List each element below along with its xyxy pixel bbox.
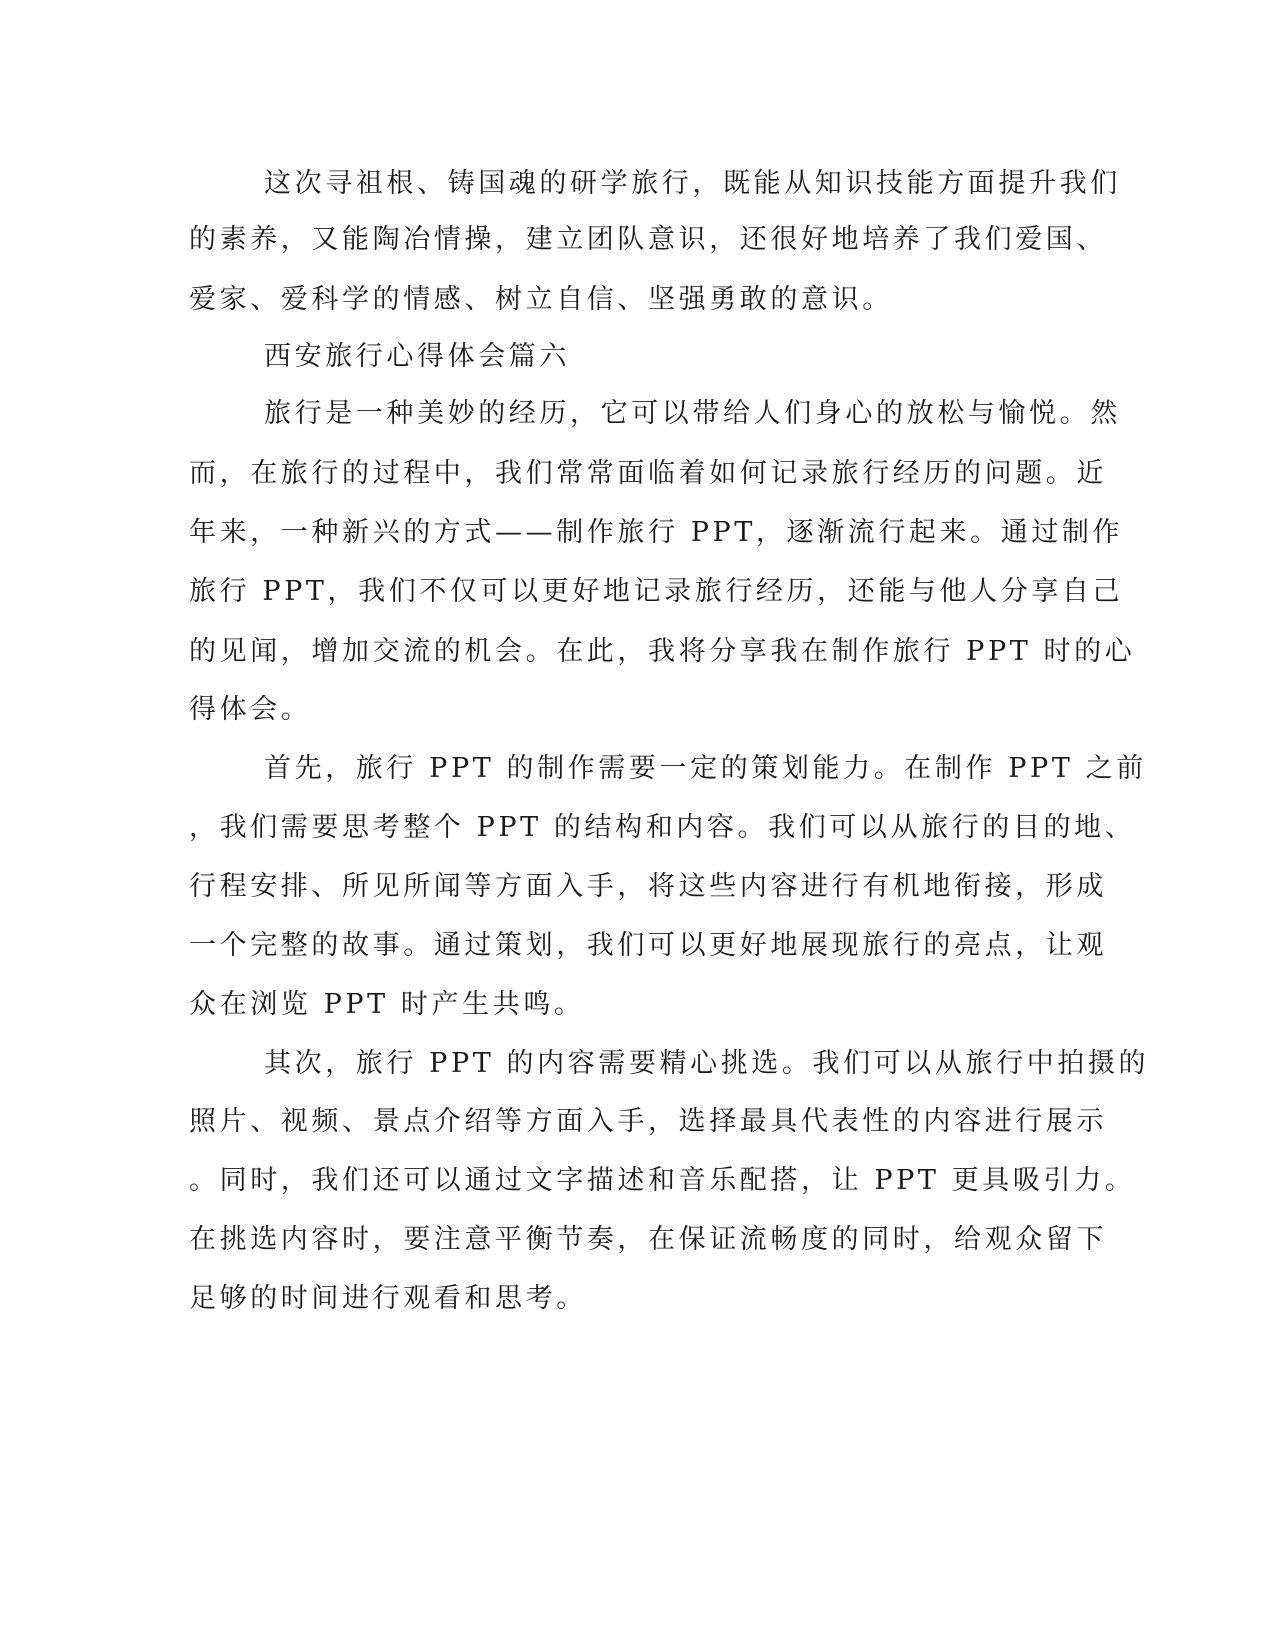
paragraph-2-line-4: 旅行 PPT，我们不仅可以更好地记录旅行经历，还能与他人分享自己 <box>189 576 1124 607</box>
paragraph-3-line-4: 一个完整的故事。通过策划，我们可以更好地展现旅行的亮点，让观 <box>189 930 1107 961</box>
paragraph-1-line-1: 这次寻祖根、铸国魂的研学旅行，既能从知识技能方面提升我们 <box>264 168 1121 199</box>
paragraph-1-line-3: 爱家、爱科学的情感、树立自信、坚强勇敢的意识。 <box>189 284 893 315</box>
paragraph-3-line-2: ，我们需要思考整个 PPT 的结构和内容。我们可以从旅行的目的地、 <box>189 812 1136 843</box>
paragraph-3-line-3: 行程安排、所见所闻等方面入手，将这些内容进行有机地衔接，形成 <box>189 871 1107 902</box>
paragraph-2-line-3: 年来，一种新兴的方式——制作旅行 PPT，逐渐流行起来。通过制作 <box>189 517 1124 548</box>
paragraph-2-line-1: 旅行是一种美妙的经历，它可以带给人们身心的放松与愉悦。然 <box>264 398 1121 429</box>
paragraph-4-line-3: 。同时，我们还可以通过文字描述和音乐配搭，让 PPT 更具吸引力。 <box>189 1165 1136 1196</box>
paragraph-4-line-4: 在挑选内容时，要注意平衡节奏，在保证流畅度的同时，给观众留下 <box>189 1224 1107 1255</box>
paragraph-4-line-5: 足够的时间进行观看和思考。 <box>189 1283 587 1314</box>
paragraph-4-line-2: 照片、视频、景点介绍等方面入手，选择最具代表性的内容进行展示 <box>189 1106 1107 1137</box>
section-heading: 西安旅行心得体会篇六 <box>264 341 570 372</box>
paragraph-4-line-1: 其次，旅行 PPT 的内容需要精心挑选。我们可以从旅行中拍摄的 <box>264 1048 1150 1079</box>
paragraph-2-line-5: 的见闻，增加交流的机会。在此，我将分享我在制作旅行 PPT 时的心 <box>189 636 1136 667</box>
paragraph-3-line-1: 首先，旅行 PPT 的制作需要一定的策划能力。在制作 PPT 之前 <box>264 753 1147 784</box>
paragraph-2-line-6: 得体会。 <box>189 694 312 725</box>
paragraph-2-line-2: 而，在旅行的过程中，我们常常面临着如何记录旅行经历的问题。近 <box>189 458 1107 489</box>
paragraph-1-line-2: 的素养，又能陶冶情操，建立团队意识，还很好地培养了我们爱国、 <box>189 224 1107 255</box>
paragraph-3-line-5: 众在浏览 PPT 时产生共鸣。 <box>189 989 585 1020</box>
